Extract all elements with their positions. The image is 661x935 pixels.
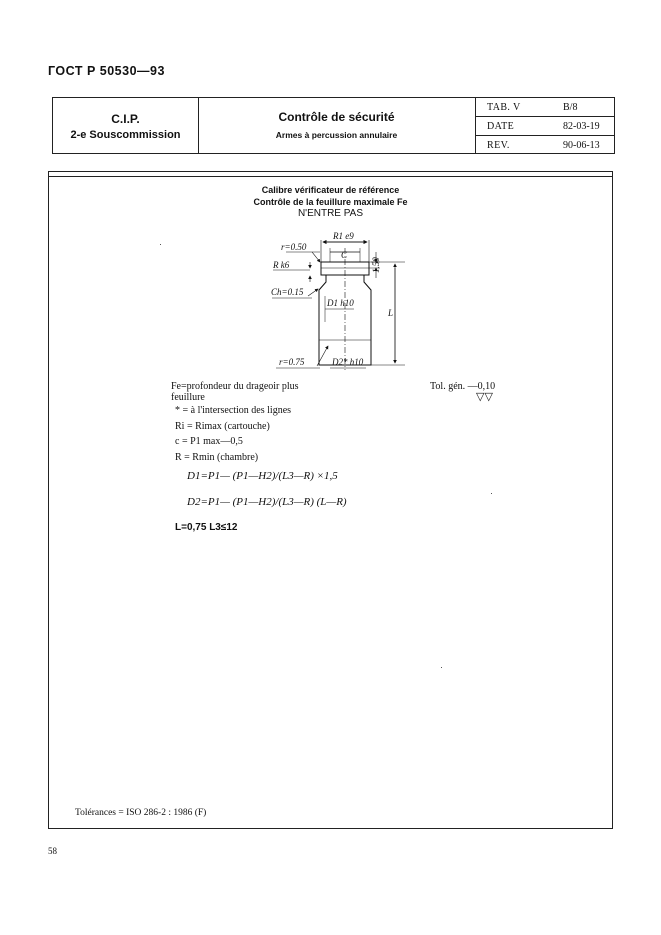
label-d2h10: D2* h10	[332, 357, 364, 367]
sheet-title-1: Calibre vérificateur de référence	[261, 185, 400, 195]
scan-speck	[160, 244, 161, 245]
meta-key: DATE	[487, 121, 515, 132]
note-intersection: * = à l'intersection des lignes	[175, 405, 292, 416]
note-fe-1: Fe=profondeur du drageoir plus	[171, 381, 299, 392]
tol-symbol: ▽▽	[476, 391, 493, 403]
meta-value: B/8	[563, 102, 578, 113]
note-r: R = Rmin (chambre)	[175, 452, 259, 463]
standard-number: ГОСТ Р 50530—93	[48, 64, 165, 78]
doc-subtitle: Armes à percussion annulaire	[275, 130, 398, 140]
label-rk6: R k6	[273, 260, 290, 270]
note-ri: Ri = Rimax (cartouche)	[175, 421, 270, 432]
gauge-shoulder-left	[319, 275, 326, 294]
doc-title: Contrôle de sécurité	[278, 110, 395, 124]
meta-value: 90-06-13	[563, 140, 600, 151]
subcommittee: 2-e Souscommission	[70, 129, 181, 141]
tol-general: Tol. gén. —0,10	[430, 381, 496, 392]
tolerances-note: Tolérances = ISO 286-2 : 1986 (F)	[75, 808, 207, 818]
note-fe-2: feuillure	[171, 392, 205, 403]
formula-d1: D1=P1— (P1—H2)/(L3—R) ×1,5	[187, 470, 338, 482]
label-d1h10: D1 h10	[327, 298, 354, 308]
page-number: 58	[48, 846, 57, 856]
note-c: c = P1 max—0,5	[175, 436, 243, 447]
label-r1e9: R1 e9	[333, 231, 354, 241]
gauge-shoulder-right	[364, 275, 371, 294]
meta-value: 82-03-19	[563, 121, 600, 132]
meta-key: TAB. V	[487, 102, 521, 113]
note-l: L=0,75 L3≤12	[175, 522, 238, 533]
formula-d2: D2=P1— (P1—H2)/(L3—R) (L—R)	[187, 496, 347, 508]
label-150: 1.50	[371, 257, 381, 273]
label-r050: r=0.50	[281, 242, 307, 252]
sheet-title-3: N'ENTRE PAS	[297, 208, 364, 219]
meta-key: REV.	[487, 140, 510, 151]
scan-speck	[441, 667, 442, 668]
org-name: C.I.P.	[111, 112, 140, 126]
sheet-title-2: Contrôle de la feuillure maximale Fe	[253, 197, 408, 207]
label-c: C	[341, 250, 348, 260]
label-ch015: Ch=0.15	[271, 287, 304, 297]
label-r075: r=0.75	[279, 357, 305, 367]
label-L: L	[388, 308, 394, 318]
scan-speck	[491, 493, 492, 494]
